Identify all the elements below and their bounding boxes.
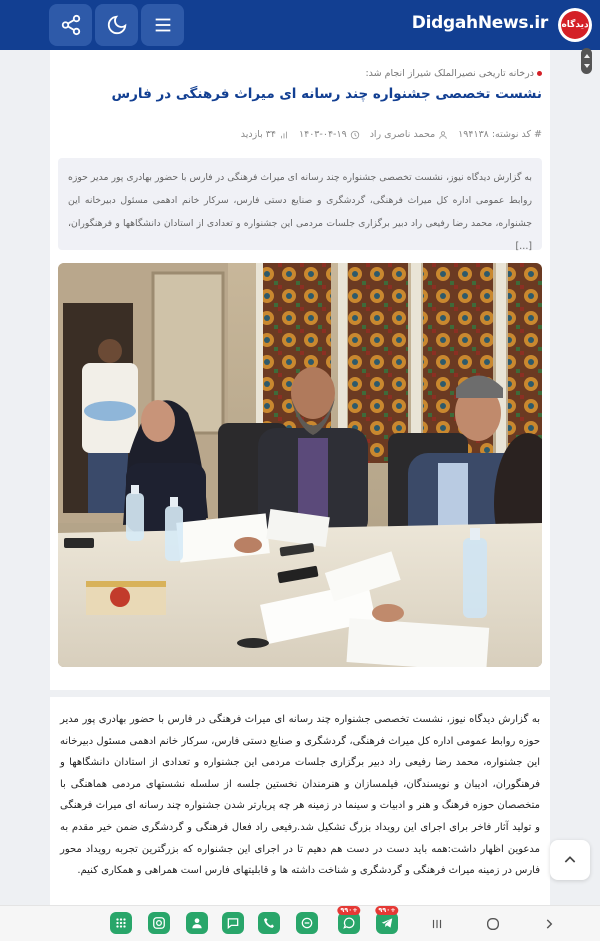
contact-button[interactable] [186,912,208,934]
clock-icon [350,130,360,140]
recents-button[interactable] [427,914,447,934]
home-circle-icon [485,916,501,932]
meta-author[interactable] [370,129,448,140]
message-icon [300,916,314,930]
instagram-icon [152,916,166,930]
chevron-up-icon [562,852,578,868]
hash-icon: # [534,129,542,140]
telegram-icon [380,916,394,930]
bottom-bar [0,905,600,941]
telegram-button[interactable] [376,906,398,934]
phone-button[interactable] [258,912,280,934]
apps-button[interactable] [110,912,132,934]
meta-code-text: کد نوشته: ۱۹۴۱۳۸ [458,129,532,140]
article-photo[interactable] [58,263,542,667]
user-icon [438,130,448,140]
whatsapp-badge: ۹۹۰+ [337,906,360,915]
meta-author-text: محمد ناصری راد [369,129,436,140]
contact-icon [190,916,204,930]
telegram-badge: ۹۹۰+ [375,906,398,915]
instagram-button[interactable] [148,912,170,934]
scroll-down-icon [584,64,590,68]
scroll-up-icon [584,54,590,58]
moon-icon [106,14,128,36]
meta-code [458,129,542,140]
recents-icon [430,917,444,931]
meta-date [299,129,360,140]
dark-mode-button[interactable] [95,4,138,46]
menu-button[interactable] [141,4,184,46]
breadcrumb [365,68,542,79]
meta-views-text: ۳۴ بازدید [240,129,276,140]
logo-mark: دیدگاه [561,11,589,39]
meta-views [241,129,289,140]
bullet-icon [537,71,542,76]
apps-icon [114,916,128,930]
meeting-photo-illustration [58,263,542,667]
article-card [50,50,550,690]
back-button[interactable] [539,914,559,934]
menu-icon [152,14,174,36]
message-button[interactable] [296,912,318,934]
bar-chart-icon [279,130,289,140]
article-meta [241,129,542,140]
share-button[interactable] [49,4,92,46]
article-body-card [50,697,550,909]
site-brand[interactable]: DidgahNews.ir [411,13,548,33]
article-summary: به گزارش دیدگاه نیوز، نشست تخصصی جشنواره چند رسانه ای میراث فرهنگی در فارس با حضور بهادری پور مدیر حوزه روابط عمومی اداره کل میراث فرهنگی، گردشگری و صنایع دستی فارس، سرکار خانم ادهمی مسئول دبیرخانه این جشنواره، محمد رضا رفیعی راد دبیر برگزاری جلسات مردمی این جشنواره و تعدادی از استادان دانشگاهها و فرهنگوران، […] [58,158,542,250]
chat-icon [226,916,240,930]
chat-button[interactable] [222,912,244,934]
site-logo[interactable] [558,8,592,42]
chevron-right-icon [542,917,556,931]
site-header [0,0,600,50]
scroll-indicator[interactable] [581,48,592,74]
home-button[interactable] [483,914,503,934]
whatsapp-icon [342,916,356,930]
phone-icon [262,916,276,930]
breadcrumb-text: درخانه تاریخی نصیرالملک شیراز انجام شد: [365,68,534,79]
meta-date-text: ۱۴۰۳-۰۴-۱۹ [299,129,347,140]
article-body: به گزارش دیدگاه نیوز، نشست تخصصی جشنواره چند رسانه ای میراث فرهنگی در فارس با حضور بهادری پور مدیر حوزه روابط عمومی اداره کل میراث فرهنگی، گردشگری و صنایع دستی فارس، سرکار خانم ادهمی مسئول دبیرخانه این جشنواره، محمد رضا رفیعی راد دبیر برگزاری جلسات مردمی این جشنواره و تعدادی از استادان دانشگاهها و فرهنگوران، ادیبان و نویسندگان، فیلمسازان و هنرمندان نخستین جلسه از سلسله نشستهای مردمی هماهنگی با متخصصان حوزه فرهنگ و هنر و ادبیات و سینما در زمینه هر چه پربارتر شدن جشنواره چند رسانه ای میراث فرهنگی و تولید آثار فاخر برای اجرای این رویداد بزرگ تشکیل شد.رفیعی راد فعال فرهنگی و گردشگری ضمن خیر مقدم به مدعوین اظهار داشت:همه باید دست در دست هم دهیم تا در اجرای این جشنواره که بزرگترین تجربه رویداد محور فارس در زمینه میراث فرهنگی و گردشگری و شناخت داشته ها و قابلیتهای فارس است همراهی و همکاری کنیم. [60,714,540,877]
whatsapp-button[interactable] [338,906,360,934]
share-icon [60,14,82,36]
article-title[interactable]: نشست تخصصی جشنواره چند رسانه ای میراث فرهنگی در فارس [111,86,542,102]
scroll-top-button[interactable] [550,840,590,880]
